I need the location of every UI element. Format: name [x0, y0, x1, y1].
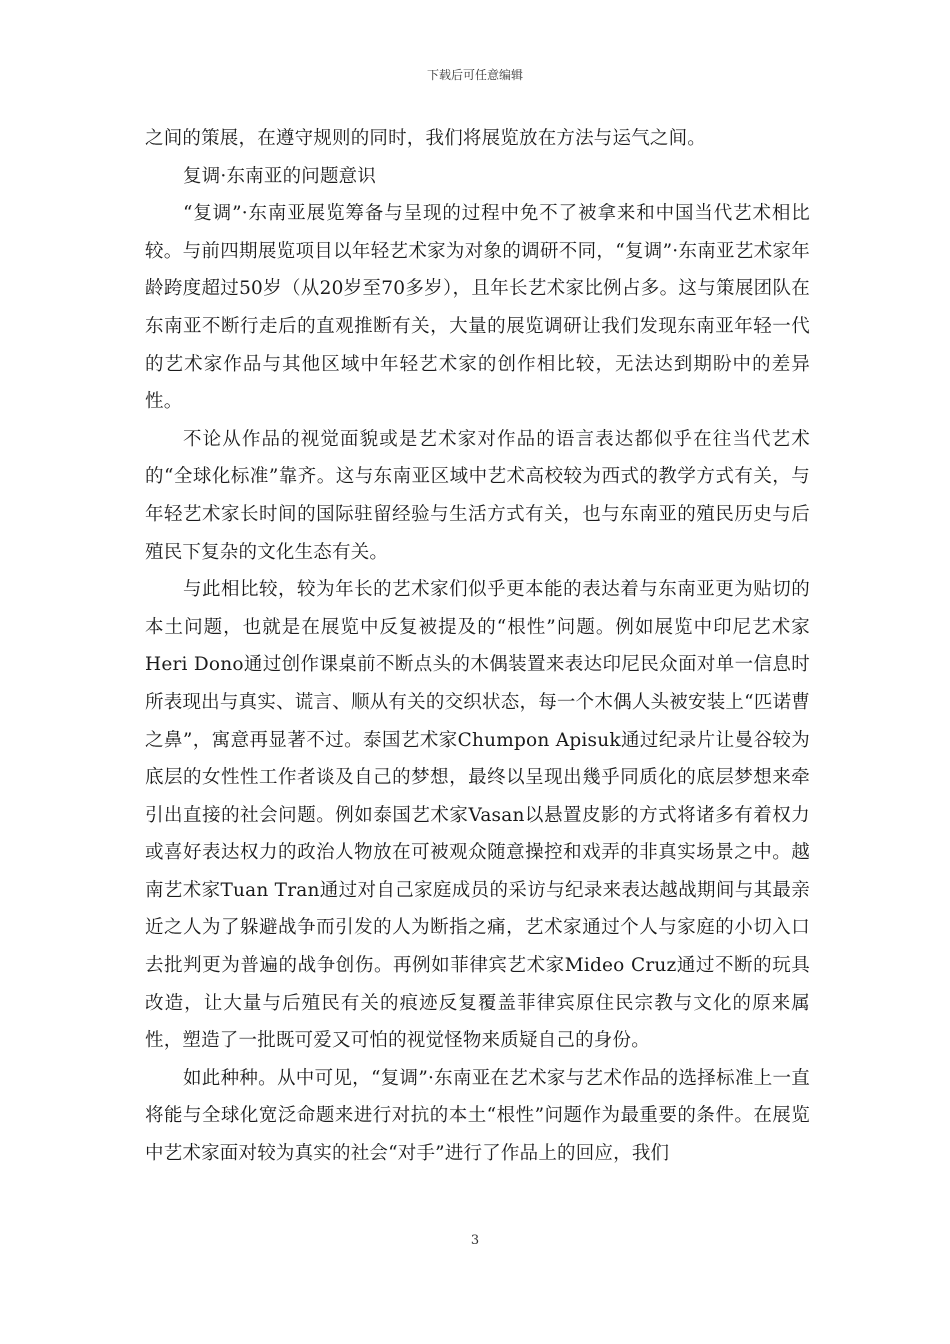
paragraph-continuation: 之间的策展，在遵守规则的同时，我们将展览放在方法与运气之间。	[145, 128, 707, 149]
paragraph: 与此相比较，较为年长的艺术家们似乎更本能的表达着与东南亚更为贴切的本土问题，也就是在展览中反复被提及的“根性”问题。例如展览中印尼艺术家Heri Dono通过创作课桌前不断点头的木偶装置来表达印尼民众面对单一信息时所表现出与真实、谎言、顺从有关的交织状态，每一个木偶人头被安装上“匹诺曹之鼻”，寓意再显著不过。泰国艺术家Chumpon Apisuk通过纪录片让曼谷较为底层的女性性工作者谈及自己的梦想，最终以呈现出幾乎同质化的底层梦想来牵引出直接的社会问题。例如泰国艺术家Vasan以悬置皮影的方式将诸多有着权力或喜好表达权力的政治人物放在可被观众随意操控和戏弄的非真实场景之中。越南艺术家Tuan Tran通过对自己家庭成员的采访与纪录来表达越战期间与其最亲近之人为了躲避战争而引发的人为断指之痛，艺术家通过个人与家庭的小切入口去批判更为普遍的战争创伤。再例如菲律宾艺术家Mideo Cruz通过不断的玩具改造，让大量与后殖民有关的痕迹反复覆盖菲律宾原住民宗教与文化的原来属性，塑造了一批既可爱又可怕的视觉怪物来质疑自己的身份。	[145, 579, 810, 1052]
section-heading: 复调·东南亚的问题意识	[183, 165, 377, 187]
paragraph: 如此种种。从中可见，“复调”·东南亚在艺术家与艺术作品的选择标准上一直将能与全球化宽泛命题来进行对抗的本土“根性”问题作为最重要的条件。在展览中艺术家面对较为真实的社会“对手”进行了作品上的回应，我们	[145, 1067, 810, 1165]
page-number: 3	[470, 1233, 480, 1248]
paragraph: “复调”·东南亚展览筹备与呈现的过程中免不了被拿来和中国当代艺术相比较。与前四期展览项目以年轻艺术家为对象的调研不同，“复调”·东南亚艺术家年龄跨度超过50岁（从20岁至70多岁），且年长艺术家比例占多。这与策展团队在东南亚不断行走后的直观推断有关，大量的展览调研让我们发现东南亚年轻一代的艺术家作品与其他区域中年轻艺术家的创作相比较，无法达到期盼中的差异性。	[145, 203, 810, 413]
page-header-note: 下载后可任意编辑	[426, 68, 523, 82]
document-body	[145, 120, 810, 1173]
paragraph: 不论从作品的视觉面貌或是艺术家对作品的语言表达都似乎在往当代艺术的“全球化标准”靠齐。这与东南亚区域中艺术高校较为西式的教学方式有关，与年轻艺术家长时间的国际驻留经验与生活方式有关，也与东南亚的殖民历史与后殖民下复杂的文化生态有关。	[145, 428, 810, 563]
